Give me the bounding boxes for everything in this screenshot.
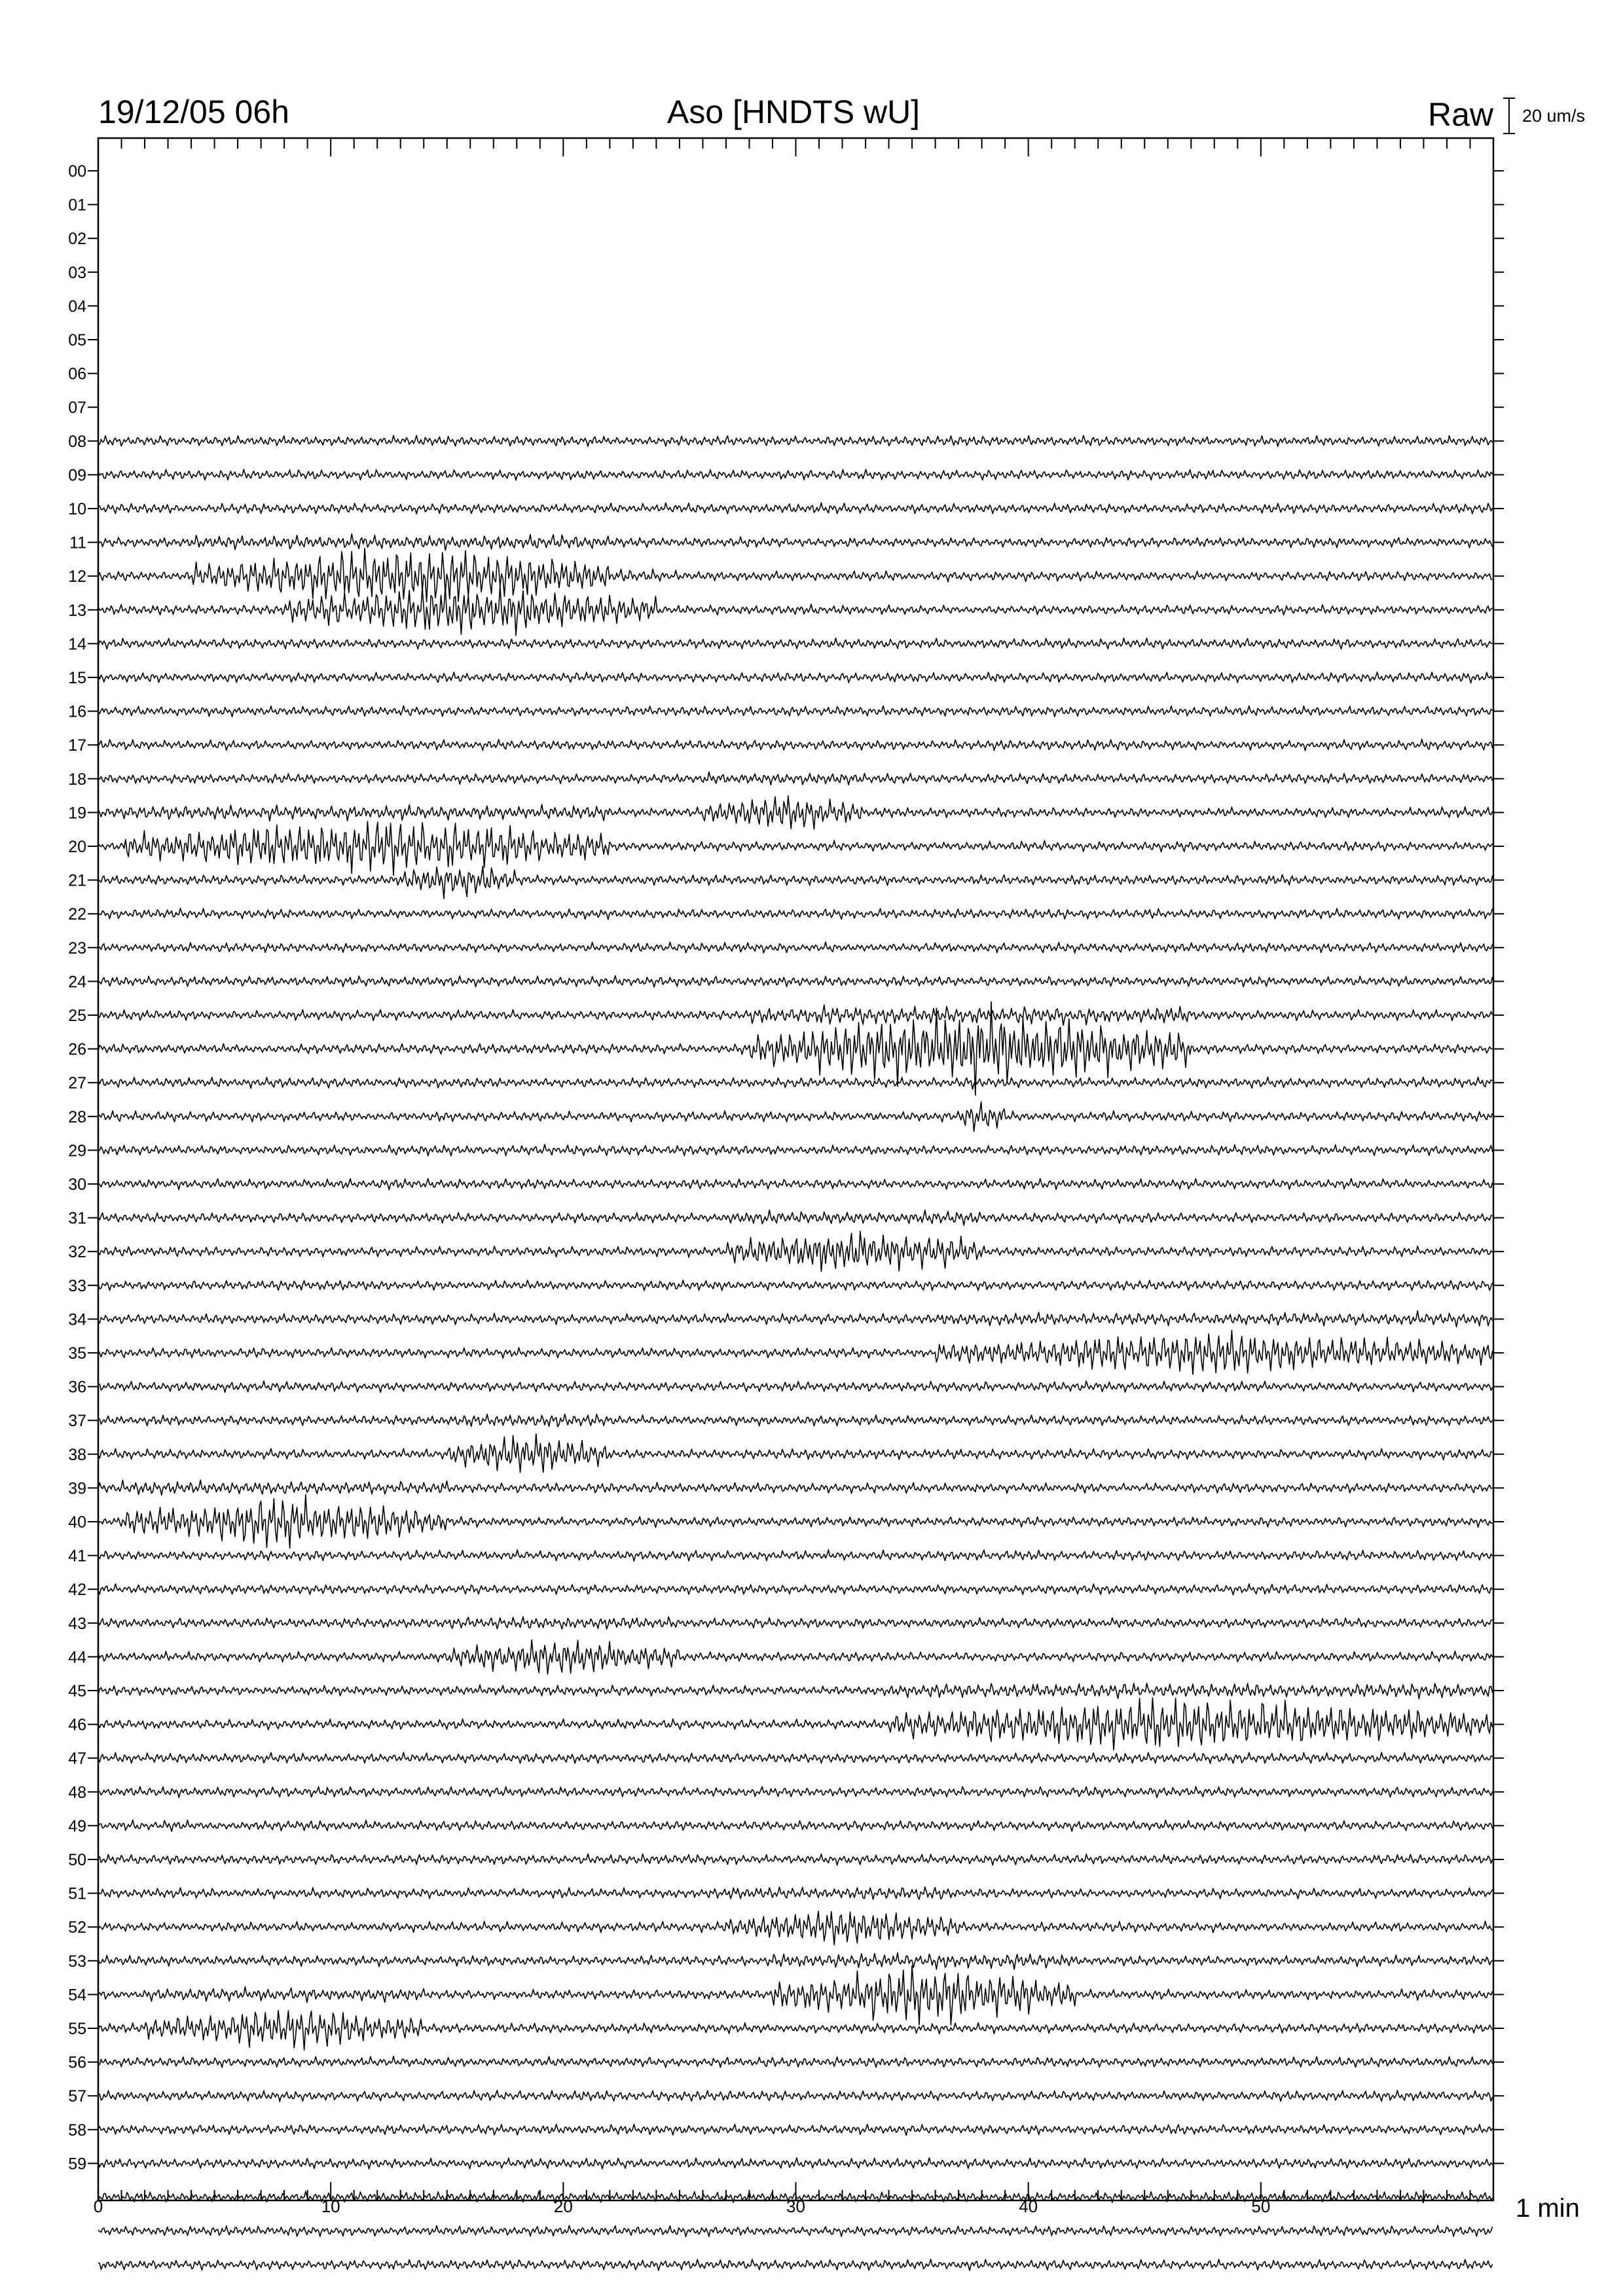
x-tick-label: 10	[321, 2197, 340, 2216]
row-label: 26	[68, 1040, 86, 1059]
time-unit-label: 1 min	[1516, 2194, 1580, 2223]
row-label: 14	[68, 635, 86, 654]
trace-line	[98, 503, 1493, 514]
row-label: 08	[68, 432, 86, 451]
row-label: 27	[68, 1074, 86, 1093]
row-label: 45	[68, 1682, 86, 1700]
plot-frame	[98, 138, 1493, 2200]
mode-label: Raw	[1427, 96, 1493, 133]
trace-line	[98, 1280, 1493, 1291]
trace-line	[98, 1584, 1493, 1595]
trace-line	[98, 867, 1493, 899]
trace-line	[98, 1698, 1493, 1750]
trace-line	[98, 2259, 1493, 2270]
trace-line	[98, 2225, 1493, 2236]
row-label: 42	[68, 1581, 86, 1600]
trace-line	[98, 469, 1493, 480]
trace-line	[98, 740, 1493, 751]
row-label: 57	[68, 2087, 86, 2106]
row-label: 58	[68, 2121, 86, 2140]
row-label: 22	[68, 905, 86, 924]
trace-line	[98, 1434, 1493, 1473]
x-tick-label: 0	[93, 2197, 103, 2216]
x-tick-label: 40	[1019, 2197, 1038, 2216]
row-label: 59	[68, 2155, 86, 2174]
row-label: 54	[68, 1986, 86, 2005]
row-label: 36	[68, 1378, 86, 1397]
row-label: 51	[68, 1884, 86, 1903]
trace-line	[98, 1480, 1493, 1495]
top-axis-ticks	[98, 138, 1493, 156]
station-title: Aso [HNDTS wU]	[666, 94, 921, 130]
row-label: 10	[68, 500, 86, 518]
trace-line	[98, 2158, 1493, 2169]
row-label: 46	[68, 1715, 86, 1734]
row-label: 11	[69, 533, 86, 552]
trace-line	[98, 1210, 1493, 1226]
trace-line	[98, 1953, 1493, 1969]
x-tick-labels	[94, 2197, 1271, 2216]
trace-line	[98, 706, 1493, 717]
trace-line	[98, 1495, 1493, 1549]
trace-line	[98, 2011, 1493, 2050]
row-label: 04	[68, 297, 86, 316]
row-label: 15	[68, 669, 86, 687]
row-label: 16	[68, 702, 86, 721]
trace-line	[98, 821, 1493, 876]
row-label: 34	[68, 1310, 86, 1329]
row-label: 41	[68, 1547, 86, 1566]
row-label: 09	[68, 466, 86, 485]
datetime-label: 19/12/05 06h	[98, 94, 289, 130]
trace-line	[98, 772, 1493, 785]
row-label: 00	[68, 162, 86, 181]
row-label: 37	[68, 1412, 86, 1431]
row-label: 40	[68, 1513, 86, 1532]
row-label: 29	[68, 1141, 86, 1160]
row-label: 21	[68, 871, 86, 890]
trace-line	[98, 1231, 1493, 1272]
trace-line	[98, 1331, 1493, 1374]
trace-line	[98, 1820, 1493, 1831]
row-label: 12	[68, 567, 86, 586]
x-tick-label: 20	[553, 2197, 573, 2216]
row-label: 43	[68, 1614, 86, 1633]
row-label: 24	[68, 973, 86, 992]
trace-line	[98, 1787, 1493, 1798]
trace-line	[98, 2056, 1493, 2068]
trace-line	[98, 435, 1493, 446]
trace-line	[98, 796, 1493, 829]
trace-line	[98, 672, 1493, 683]
trace-line	[98, 1311, 1493, 1327]
row-label: 53	[68, 1952, 86, 1971]
trace-line	[98, 534, 1493, 550]
row-label: 39	[68, 1479, 86, 1498]
row-label: 23	[68, 939, 86, 958]
row-label: 17	[68, 736, 86, 755]
row-label: 02	[68, 230, 86, 249]
trace-line	[98, 1102, 1493, 1131]
trace-line	[98, 1077, 1493, 1089]
trace-line	[98, 1683, 1493, 1699]
row-label: 56	[68, 2053, 86, 2072]
trace-line	[98, 1414, 1493, 1427]
row-label: 07	[68, 399, 86, 418]
trace-line	[98, 1550, 1493, 1561]
row-label: 31	[68, 1209, 86, 1228]
trace-line	[98, 1887, 1493, 1899]
trace-line	[98, 908, 1493, 920]
row-label: 49	[68, 1817, 86, 1836]
trace-line	[98, 2090, 1493, 2102]
row-label: 48	[68, 1783, 86, 1802]
trace-line	[98, 1005, 1493, 1026]
trace-line	[98, 1911, 1493, 1945]
row-label: 28	[68, 1107, 86, 1126]
row-label: 20	[68, 838, 86, 856]
trace-line	[98, 976, 1493, 988]
row-label: 38	[68, 1445, 86, 1464]
trace-line	[98, 638, 1493, 649]
row-label: 35	[68, 1344, 86, 1363]
x-tick-label: 30	[786, 2197, 805, 2216]
row-label: 55	[68, 2020, 86, 2038]
trace-line	[98, 1966, 1493, 2025]
seismic-traces	[98, 435, 1493, 2270]
trace-line	[98, 1617, 1493, 1629]
row-label: 18	[68, 770, 86, 789]
row-label: 33	[68, 1276, 86, 1295]
trace-line	[98, 1145, 1493, 1157]
row-label: 25	[68, 1007, 86, 1025]
row-label: 52	[68, 1918, 86, 1937]
trace-line	[98, 548, 1493, 602]
trace-line	[98, 942, 1493, 953]
trace-line	[98, 1752, 1493, 1763]
amplitude-scale-label: 20 um/s	[1522, 106, 1586, 126]
row-label: 44	[68, 1648, 86, 1667]
trace-line	[98, 2124, 1493, 2135]
trace-line	[98, 1381, 1493, 1393]
row-label: 01	[68, 196, 86, 215]
row-label: 30	[68, 1175, 86, 1194]
row-label: 05	[68, 331, 86, 350]
trace-line	[98, 1854, 1493, 1865]
row-label: 47	[68, 1749, 86, 1768]
trace-line	[98, 1640, 1493, 1674]
x-tick-label: 50	[1251, 2197, 1271, 2216]
trace-line	[98, 586, 1493, 636]
trace-line	[98, 1179, 1493, 1190]
row-label: 19	[68, 804, 86, 823]
row-labels	[68, 162, 1504, 2173]
amplitude-scale-bar	[1503, 98, 1515, 134]
row-label: 03	[68, 263, 86, 282]
row-label: 13	[68, 601, 86, 620]
row-label: 50	[68, 1851, 86, 1869]
row-label: 32	[68, 1243, 86, 1262]
row-label: 06	[68, 365, 86, 384]
